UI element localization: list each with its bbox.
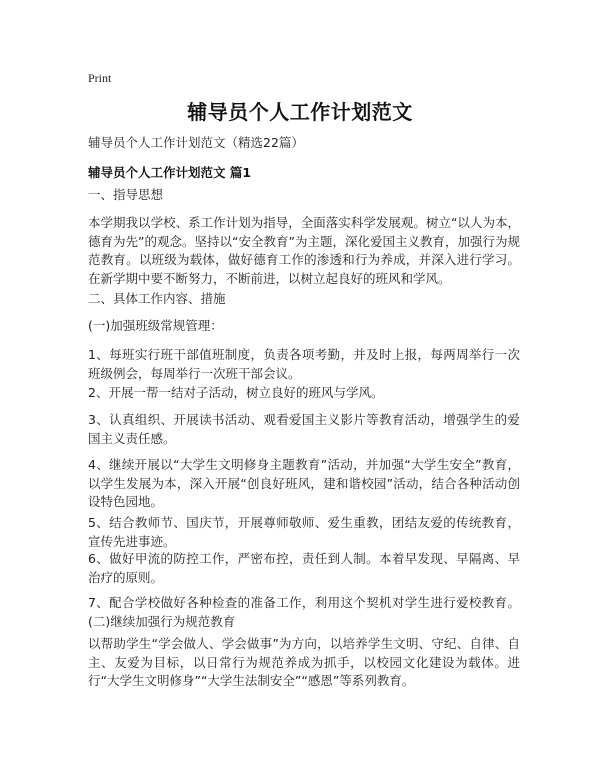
paragraph-item-4: 4、继续开展以“大学生文明修身主题教育”活动，并加强“大学生安全”教育，以学生发展为本，深入开展“创良好班风，建和谐校园”活动，结合各种活动创设特色园地。 [88,457,520,509]
paragraph-item-7: 7、配合学校做好各种检查的准备工作，利用这个契机对学生进行爱校教育。(二)继续加强行为规范教育 [88,595,520,629]
paragraph-behavior-education: 以帮助学生“学会做人、学会做事”为方向，以培养学生文明、守纪、自律、自主、友爱为目标，以日常行为规范养成为抓手，以校园文化建设为载体。进行“大学生文明修身”“大学生法制安全”“感恩”等系列教育。 [88,636,520,688]
paragraph-heading-guiding-thought: 一、指导思想 [88,187,164,202]
paragraph-item-2: 2、开展一帮一结对子活动，树立良好的班风与学风。 [88,385,384,400]
paragraph-item-5: 5、结合教师节、国庆节，开展尊师敬师、爱生重教，团结友爱的传统教育，宣传先进事迹。 [88,515,520,549]
document-subtitle: 辅导员个人工作计划范文（精选22篇） [88,135,304,150]
paragraph-class-management: (一)加强班级常规管理： [88,318,223,333]
paragraph-item-3: 3、认真组织、开展读书活动、观看爱国主义影片等教育活动，增强学生的爱国主义责任感。 [88,412,520,446]
paragraph-heading-work-content: 二、具体工作内容、措施 [88,291,226,306]
section-heading: 辅导员个人工作计划范文 篇1 [88,165,252,180]
print-link[interactable]: Print [88,71,112,85]
paragraph-item-1: 1、每班实行班干部值班制度，负责各项考勤，并及时上报，每两周举行一次班级例会，每周举行一次班干部会议。 [88,347,520,381]
paragraph-guiding-thought: 本学期我以学校、系工作计划为指导，全面落实科学发展观。树立“以人为本，德育为先”的观念。坚持以“安全教育”为主题，深化爱国主义教育，加强行为规范教育。以班级为载体，做好德育工作的渗透和行为养成，并深入进行学习。在新学期中要不断努力，不断前进，以树立起良好的班风和学风。 [88,215,520,286]
paragraph-item-6: 6、做好甲流的防控工作，严密布控，责任到人制。本着早发现、早隔离、早治疗的原则。 [88,551,520,585]
document-title: 辅导员个人工作计划范文 [187,100,413,124]
